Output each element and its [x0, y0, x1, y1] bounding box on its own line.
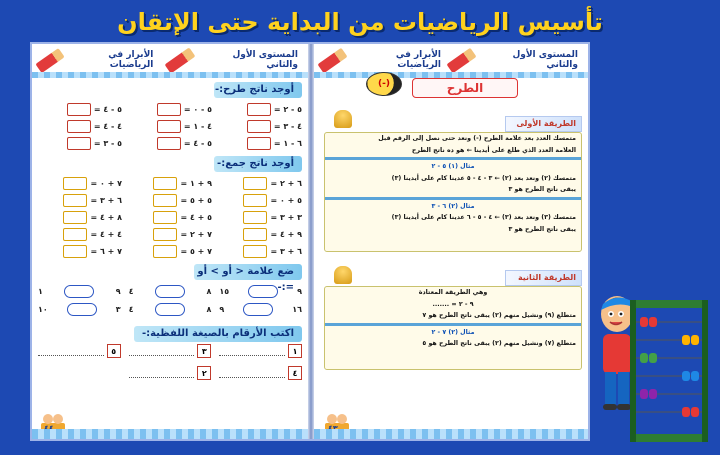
problem-text: ٧ + ٦ =	[90, 246, 122, 256]
poster-title: تأسيس الرياضيات من البداية حتى الإتقان	[117, 8, 603, 36]
add-section-title: أوجد ناتج جمع:-	[214, 156, 302, 172]
pencil-icon	[165, 47, 196, 73]
divider	[325, 157, 581, 160]
subtract-item	[38, 102, 122, 116]
method2-example2-title: مثال (٢) ٧ - ٢	[431, 328, 475, 336]
level-label: المستوى الأول والثاني	[512, 50, 578, 70]
write-line[interactable]	[219, 347, 285, 356]
answer-box[interactable]	[63, 228, 87, 241]
answer-box[interactable]	[67, 103, 91, 116]
subtract-item	[218, 119, 302, 133]
compare-left: ٩	[115, 286, 121, 296]
example2-title: مثال (٢) ٦ - ٣	[431, 202, 475, 210]
compare-left: ٨	[206, 286, 212, 296]
answer-box[interactable]	[63, 177, 87, 190]
add-item	[128, 244, 212, 258]
subtract-item	[218, 136, 302, 150]
compare-right: ٩	[219, 304, 225, 314]
answer-box[interactable]	[153, 177, 177, 190]
problem-text: ٦ + ٣ =	[270, 246, 302, 256]
add-item	[218, 176, 302, 190]
compare-left: ١٦	[292, 304, 302, 314]
problem-text: ٩ + ١ =	[180, 178, 212, 188]
add-item	[38, 210, 122, 224]
bell-icon	[334, 266, 352, 284]
add-item	[128, 210, 212, 224]
answer-box[interactable]	[243, 194, 267, 207]
right-page-header	[318, 48, 584, 72]
compare-item	[219, 284, 302, 298]
example1-title: مثال (١) ٥ - ٢	[431, 163, 475, 170]
answer-box[interactable]	[63, 211, 87, 224]
write-line[interactable]	[129, 369, 195, 378]
footer-wave	[314, 429, 588, 439]
compare-left: ٩	[297, 286, 302, 296]
problem-text: ٤ - ٣ =	[273, 121, 302, 131]
series-label: الأبرار في الرياضيات	[108, 50, 154, 70]
number-box[interactable]: ١	[288, 344, 302, 358]
words-section-title: اكتب الأرقام بالصيغة اللفظية:-	[134, 326, 302, 342]
example2-line: يبقى ناتج الطرح هو ٣	[508, 225, 576, 233]
problem-text: ٣ + ٣ =	[270, 212, 302, 222]
answer-box[interactable]	[157, 120, 181, 133]
bell-icon	[334, 110, 352, 128]
problem-text: ٥ - ٠ =	[183, 104, 212, 114]
add-item	[38, 193, 122, 207]
compare-left: ٨	[206, 304, 212, 314]
answer-box[interactable]	[153, 194, 177, 207]
answer-box[interactable]	[243, 245, 267, 258]
answer-box[interactable]	[63, 194, 87, 207]
add-item	[38, 227, 122, 241]
compare-item	[129, 302, 212, 316]
subtract-item	[218, 102, 302, 116]
compare-item	[219, 302, 302, 316]
subtract-item	[38, 119, 122, 133]
number-box[interactable]: ٥	[107, 344, 121, 358]
problem-text: ٤ - ٤ =	[93, 121, 122, 131]
answer-box[interactable]	[243, 228, 267, 241]
answer-box[interactable]	[243, 211, 267, 224]
write-line[interactable]	[38, 347, 104, 356]
method2-line: وهي الطريقة المعتادة	[418, 289, 488, 296]
compare-left: ٣	[115, 304, 121, 314]
compare-oval[interactable]	[248, 285, 278, 298]
add-item	[128, 193, 212, 207]
add-item	[218, 244, 302, 258]
footer-wave	[32, 429, 308, 439]
problem-text: ٦ - ١ =	[273, 138, 302, 148]
subtract-grid	[38, 102, 302, 150]
add-item	[128, 176, 212, 190]
compare-right: ١	[38, 286, 43, 296]
answer-box[interactable]	[67, 137, 91, 150]
answer-box[interactable]	[247, 103, 271, 116]
add-item	[128, 227, 212, 241]
words-item	[129, 344, 212, 358]
method2-line: متطلع (٩) ونشيل منهم (٢) يبقى ناتج الطرح هو ٧	[422, 312, 576, 319]
add-item	[38, 244, 122, 258]
add-item	[38, 176, 122, 190]
subtract-item	[128, 119, 212, 133]
compare-oval[interactable]	[67, 303, 97, 316]
method1-line: العلامة العدد الذي طلع على أيدينا ← هو ده ناتج الطرح	[411, 146, 576, 154]
answer-box[interactable]	[153, 228, 177, 241]
words-grid	[38, 344, 302, 380]
number-box[interactable]: ٢	[197, 366, 211, 380]
header-wave	[32, 72, 308, 78]
left-page-header	[36, 48, 304, 72]
words-item	[38, 344, 121, 358]
method1-line: متمسك العدد بعد علامة الطرح (-) ونعد حتى نصل إلى الرقم قبل	[378, 135, 576, 142]
write-line[interactable]	[219, 369, 285, 378]
problem-text: ٨ + ٤ =	[90, 212, 122, 222]
add-item	[218, 210, 302, 224]
subtract-item	[128, 102, 212, 116]
example1-line: متمسك (٢) ونعد بعد (٢) ← ٣ - ٤ - ٥ عدينا كام على أيدينا (٣)	[391, 174, 576, 182]
compare-oval[interactable]	[155, 303, 185, 316]
bee-icon: (-)	[366, 72, 402, 96]
method1-box	[324, 132, 582, 252]
problem-text: ٥ + ٤ =	[180, 212, 212, 222]
words-item	[129, 366, 212, 380]
right-page	[314, 44, 588, 439]
method1-label: الطريقة الأولى	[505, 116, 582, 132]
answer-box[interactable]	[243, 177, 267, 190]
add-item	[218, 227, 302, 241]
problem-text: ٥ - ٢ =	[273, 104, 302, 114]
abacus-icon	[628, 298, 710, 444]
left-page	[32, 44, 308, 439]
problem-text: ٧ + ٠ =	[90, 178, 122, 188]
compare-oval[interactable]	[64, 285, 94, 298]
problem-text: ٦ + ٣ =	[90, 195, 122, 205]
problem-text: ٥ + ٥ =	[180, 195, 212, 205]
compare-oval[interactable]	[155, 285, 185, 298]
example2-line: متمسك (٣) ونعد بعد (٣) ← ٤ - ٥ - ٦ عدينا كام على أيدينا (٣)	[391, 214, 576, 221]
subtract-item	[38, 136, 122, 150]
problem-text: ٥ - ٣ =	[93, 138, 122, 148]
answer-box[interactable]	[67, 120, 91, 133]
compare-item	[38, 302, 121, 316]
method2-example: ٩ - ٢ = .......	[432, 300, 474, 308]
answer-box[interactable]	[247, 120, 271, 133]
compare-right: ٤	[128, 286, 134, 296]
divider	[325, 323, 581, 326]
answer-box[interactable]	[157, 103, 181, 116]
open-book	[32, 44, 588, 439]
topic-title: الطرح	[412, 78, 518, 98]
compare-item	[38, 284, 121, 298]
compare-right: ١٥	[219, 286, 230, 296]
problem-text: ٦ + ٢ =	[270, 178, 302, 188]
series-label: الأبرار في الرياضيات	[395, 50, 442, 70]
compare-right: ١٠	[38, 304, 48, 314]
subtract-item	[128, 136, 212, 150]
example1-line: يبقى ناتج الطرح هو ٣	[508, 186, 576, 193]
answer-box[interactable]	[153, 211, 177, 224]
answer-box[interactable]	[153, 245, 177, 258]
level-label: المستوى الأول والثاني	[232, 50, 298, 70]
method2-label: الطريقة الثانية	[505, 270, 582, 286]
answer-box[interactable]	[63, 245, 87, 258]
problem-text: ٤ + ٤ =	[90, 229, 122, 239]
divider	[325, 197, 581, 200]
problem-text: ٥ - ٤ =	[183, 138, 212, 148]
problem-text: ٤ - ١ =	[183, 121, 212, 131]
answer-box[interactable]	[157, 137, 181, 150]
method2-line: متطلع (٧) ونشيل منهم (٢) يبقى ناتج الطرح هو ٥	[422, 340, 576, 347]
words-item	[219, 366, 302, 380]
write-line[interactable]	[129, 347, 195, 356]
compare-grid	[38, 284, 302, 316]
subtract-section-title: أوجد ناتج طرح:-	[214, 82, 302, 98]
compare-right: ٤	[128, 304, 134, 314]
pencil-icon	[318, 47, 348, 73]
method2-box	[324, 286, 582, 370]
add-item	[218, 193, 302, 207]
number-box[interactable]: ٣	[197, 344, 211, 358]
words-item	[219, 344, 302, 358]
compare-section-title: ضع علامة < أو > أو =:-	[194, 264, 302, 280]
add-grid	[38, 176, 302, 258]
problem-text: ٥ + ٠ =	[270, 195, 302, 205]
problem-text: ٧ + ٢ =	[180, 229, 212, 239]
compare-item	[129, 284, 212, 298]
compare-oval[interactable]	[243, 303, 273, 316]
answer-box[interactable]	[247, 137, 271, 150]
problem-text: ٩ + ٤ =	[270, 229, 302, 239]
pencil-icon	[35, 47, 64, 72]
problem-text: ٥ - ٤ =	[93, 104, 122, 114]
problem-text: ٧ + ٥ =	[180, 246, 212, 256]
pencil-icon	[447, 47, 477, 73]
number-box[interactable]: ٤	[288, 366, 302, 380]
